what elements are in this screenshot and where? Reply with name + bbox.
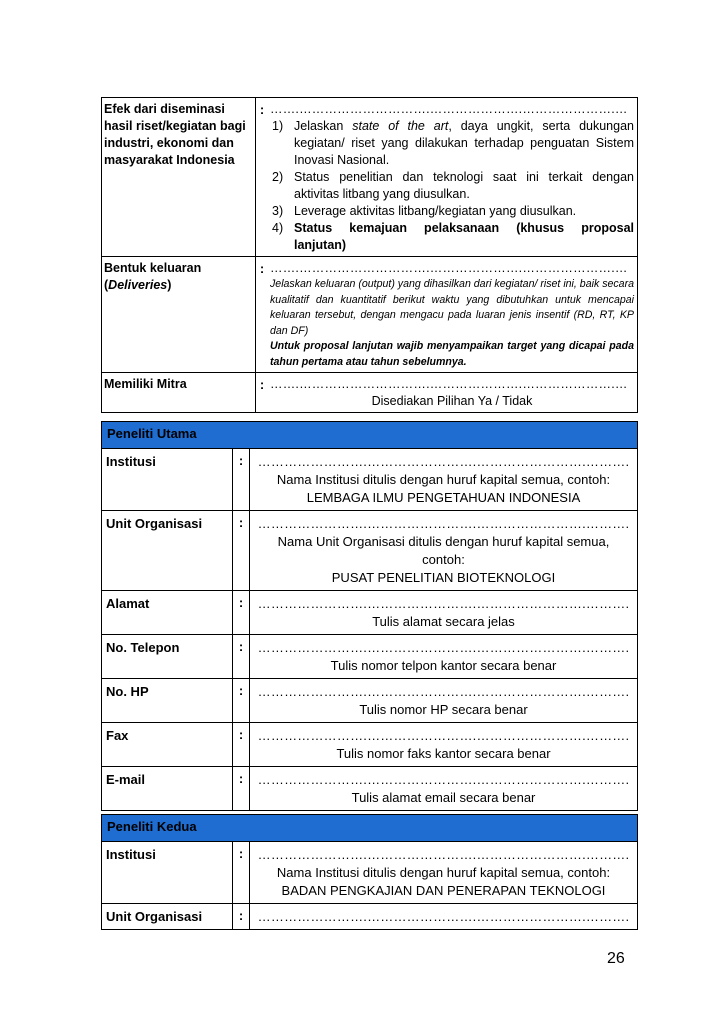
field-label: Memiliki Mitra [102, 373, 256, 413]
table-row [102, 635, 638, 679]
instruction-note: Jelaskan keluaran (output) yang dihasilkan dari kegiatan/ riset ini, baik secara kualitatif dan kuantitatif berikut waktu yang dibutuhkan untuk mencapai keluaran tersebut, dengan mengacu pada luaran jenis insentif (RD, RT, KP dan DF) [270, 278, 634, 337]
field-label: Fax [102, 723, 233, 767]
field-hint: Nama Institusi ditulis dengan huruf kapital semua, contoh: [276, 865, 611, 880]
table-row [102, 257, 638, 373]
field-value [250, 723, 638, 767]
list-item: 2) Status penelitian dan teknologi saat ini terkait dengan aktivitas litbang yang diusulkan. [272, 170, 634, 201]
field-value [268, 257, 638, 373]
field-hint: Nama Institusi ditulis dengan huruf kapital semua, contoh: [276, 472, 611, 487]
table-row [102, 373, 638, 413]
table-row [102, 842, 638, 904]
table-row [102, 98, 638, 257]
list-item: 1) Jelaskan state of the art, daya ungkit, serta dukungan kegiatan/ riset yang dilakukan terhadap penguatan Sistem Inovasi Nasional. [272, 119, 634, 167]
table-row [102, 767, 638, 811]
field-label: No. Telepon [102, 635, 233, 679]
list-item: 3) Leverage aktivitas litbang/kegiatan yang diusulkan. [272, 204, 577, 218]
colon: : [233, 449, 250, 511]
colon: : [233, 904, 250, 930]
placeholder-dots: …………………….…………………….…………………….………. [257, 772, 630, 787]
placeholder-dots: …………………….…………………….…………………….………. [257, 596, 630, 611]
field-value [250, 635, 638, 679]
placeholder-dots: …………………….…………………….…………………….………. [257, 454, 630, 469]
colon: : [233, 842, 250, 904]
field-value [250, 679, 638, 723]
field-label: Alamat [102, 591, 233, 635]
colon: : [233, 511, 250, 591]
colon: : [233, 767, 250, 811]
colon: : [256, 98, 269, 257]
colon: : [233, 679, 250, 723]
table-row [102, 511, 638, 591]
field-hint: Tulis alamat secara jelas [372, 614, 515, 629]
field-label: Unit Organisasi [102, 511, 233, 591]
field-label: Unit Organisasi [102, 904, 233, 930]
section-header: Peneliti Utama [102, 422, 638, 449]
field-label: Institusi [102, 842, 233, 904]
field-value [250, 904, 638, 930]
page-number: 26 [607, 950, 625, 967]
table-row [102, 591, 638, 635]
colon: : [233, 635, 250, 679]
project-details-table [101, 97, 638, 413]
placeholder-dots: …………………….…………………….…………………….………. [257, 516, 630, 531]
field-value [250, 449, 638, 511]
placeholder-dots: …………………….…………………….…………………….………. [257, 909, 630, 924]
instruction-list [270, 118, 634, 254]
field-label: Institusi [102, 449, 233, 511]
table-row [102, 904, 638, 930]
field-value [250, 591, 638, 635]
field-value [268, 98, 638, 257]
field-hint: Nama Unit Organisasi ditulis dengan huruf kapital semua, [277, 534, 610, 549]
field-value [250, 842, 638, 904]
field-value [268, 373, 638, 413]
field-label: E-mail [102, 767, 233, 811]
instruction-note-bold: Untuk proposal lanjutan wajib menyampaikan target yang dicapai pada tahun pertama atau tahun sebelumnya. [270, 340, 634, 368]
peneliti-kedua-table [101, 814, 638, 930]
field-hint: Tulis alamat email secara benar [351, 790, 536, 805]
field-label: Efek dari diseminasi hasil riset/kegiatan bagi industri, ekonomi dan masyarakat Indonesia [102, 98, 256, 257]
table-row [102, 449, 638, 511]
field-label: Bentuk keluaran (Deliveries) [102, 257, 256, 373]
peneliti-utama-table [101, 421, 638, 811]
field-hint: Tulis nomor faks kantor secara benar [336, 746, 551, 761]
field-example: PUSAT PENELITIAN BIOTEKNOLOGI [331, 570, 556, 585]
placeholder-dots: …………………….…………………….…………………….………. [257, 684, 630, 699]
colon: : [233, 723, 250, 767]
field-hint: Disediakan Pilihan Ya / Tidak [371, 394, 533, 408]
field-hint: contoh: [422, 552, 465, 567]
placeholder-dots: …………………….…………………….…………………….………. [257, 640, 630, 655]
placeholder-dots: …….………………………….………………….………………….… [270, 261, 628, 275]
field-example: BADAN PENGKAJIAN DAN PENERAPAN TEKNOLOGI [281, 883, 606, 898]
placeholder-dots: …………………….…………………….…………………….………. [257, 728, 630, 743]
table-row [102, 723, 638, 767]
field-value [250, 767, 638, 811]
placeholder-dots: …….………………………….………………….………………….… [270, 377, 628, 391]
section-header: Peneliti Kedua [102, 815, 638, 842]
field-hint: Tulis nomor HP secara benar [359, 702, 528, 717]
placeholder-dots: …………………….…………………….…………………….………. [257, 847, 630, 862]
colon: : [233, 591, 250, 635]
placeholder-dots: …….………………………….………………….………………….… [270, 102, 628, 116]
field-value [250, 511, 638, 591]
field-label: No. HP [102, 679, 233, 723]
table-row [102, 679, 638, 723]
list-item: 4) Status kemajuan pelaksanaan (khusus proposal lanjutan) [272, 221, 634, 252]
colon: : [256, 373, 269, 413]
colon: : [256, 257, 269, 373]
field-hint: Tulis nomor telpon kantor secara benar [330, 658, 557, 673]
field-example: LEMBAGA ILMU PENGETAHUAN INDONESIA [306, 490, 581, 505]
